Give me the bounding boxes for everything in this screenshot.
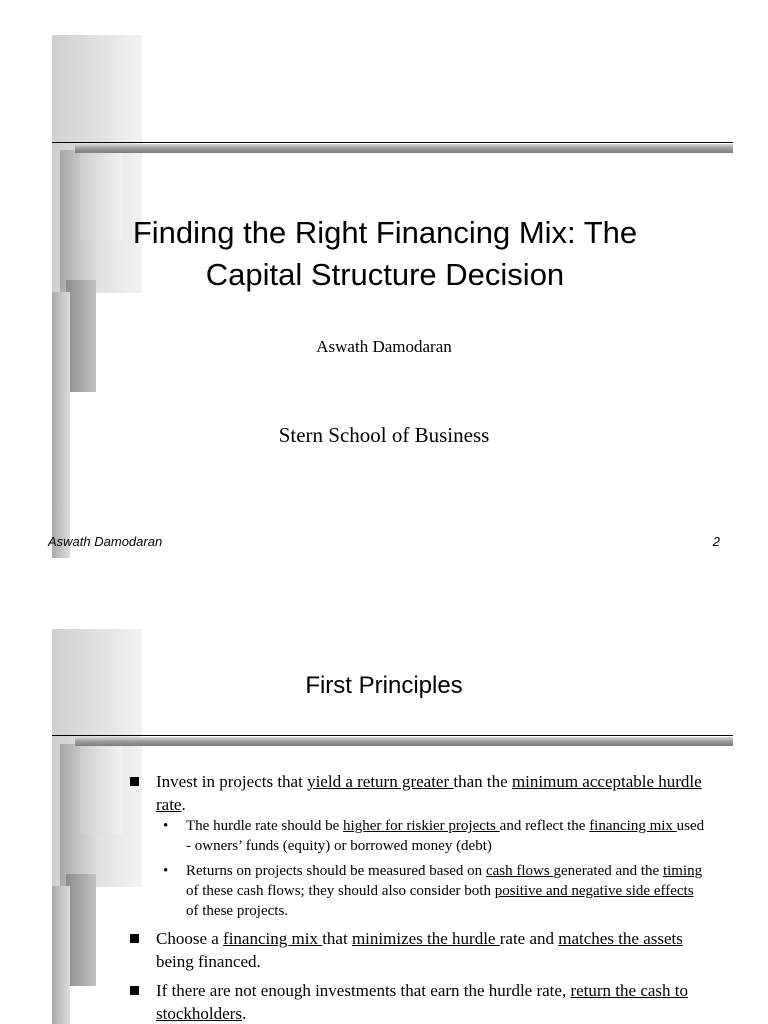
bullet-return-cash: If there are not enough investments that earn the hurdle rate, return the cash to stockholders. [128,979,708,1024]
school-name: Stern School of Business [278,423,490,447]
title-rule-thick [75,737,733,746]
title-rule-thin [52,142,733,143]
decor-bar-inner [80,744,122,834]
page-number: 2 [712,534,720,549]
square-bullet-icon [130,777,139,786]
square-bullet-icon [130,986,139,995]
decor-bar-long [52,886,70,1024]
subbullet-hurdle-rate: • The hurdle rate should be higher for riskier projects and reflect the financing mix used - owners’ funds (equity) or borrowed money (debt) [163,818,705,854]
author-name: Aswath Damodaran [316,337,452,356]
slide-2 [0,594,768,1024]
subbullet-returns: • Returns on projects should be measured based on cash flows generated and the timing of these cash flows; they should also consider both positive and negative side effects of these projects. [163,863,703,919]
title-rule-thick [75,144,733,153]
bullet-content [128,770,708,1024]
title-line-2: Capital Structure Decision [205,257,565,292]
footer-author: Aswath Damodaran [48,534,163,549]
bullet-invest: Invest in projects that yield a return greater than the minimum acceptable hurdle rate. • The hurdle rate should be higher for riskier projects and reflect the financing mix used - owners’ funds (equity) or borrowed money (debt) • Returns on projects should be measured based on cash flows generated and the timing of these cash flows; they should also consider both positive and negative side effects of these projects. [128,770,708,921]
decor-bar-dark [66,874,96,986]
bullet-financing-mix: Choose a financing mix that minimizes the hurdle rate and matches the assets being financed. [128,927,708,973]
title-line-1: Finding the Right Financing Mix: The [132,215,638,250]
slide-title [90,212,680,296]
slide-title: First Principles [305,672,463,699]
decor-bar-dark [66,280,96,392]
title-rule-thin [52,735,733,736]
dot-bullet-icon: • [163,818,169,834]
square-bullet-icon [130,934,139,943]
dot-bullet-icon: • [163,863,169,879]
